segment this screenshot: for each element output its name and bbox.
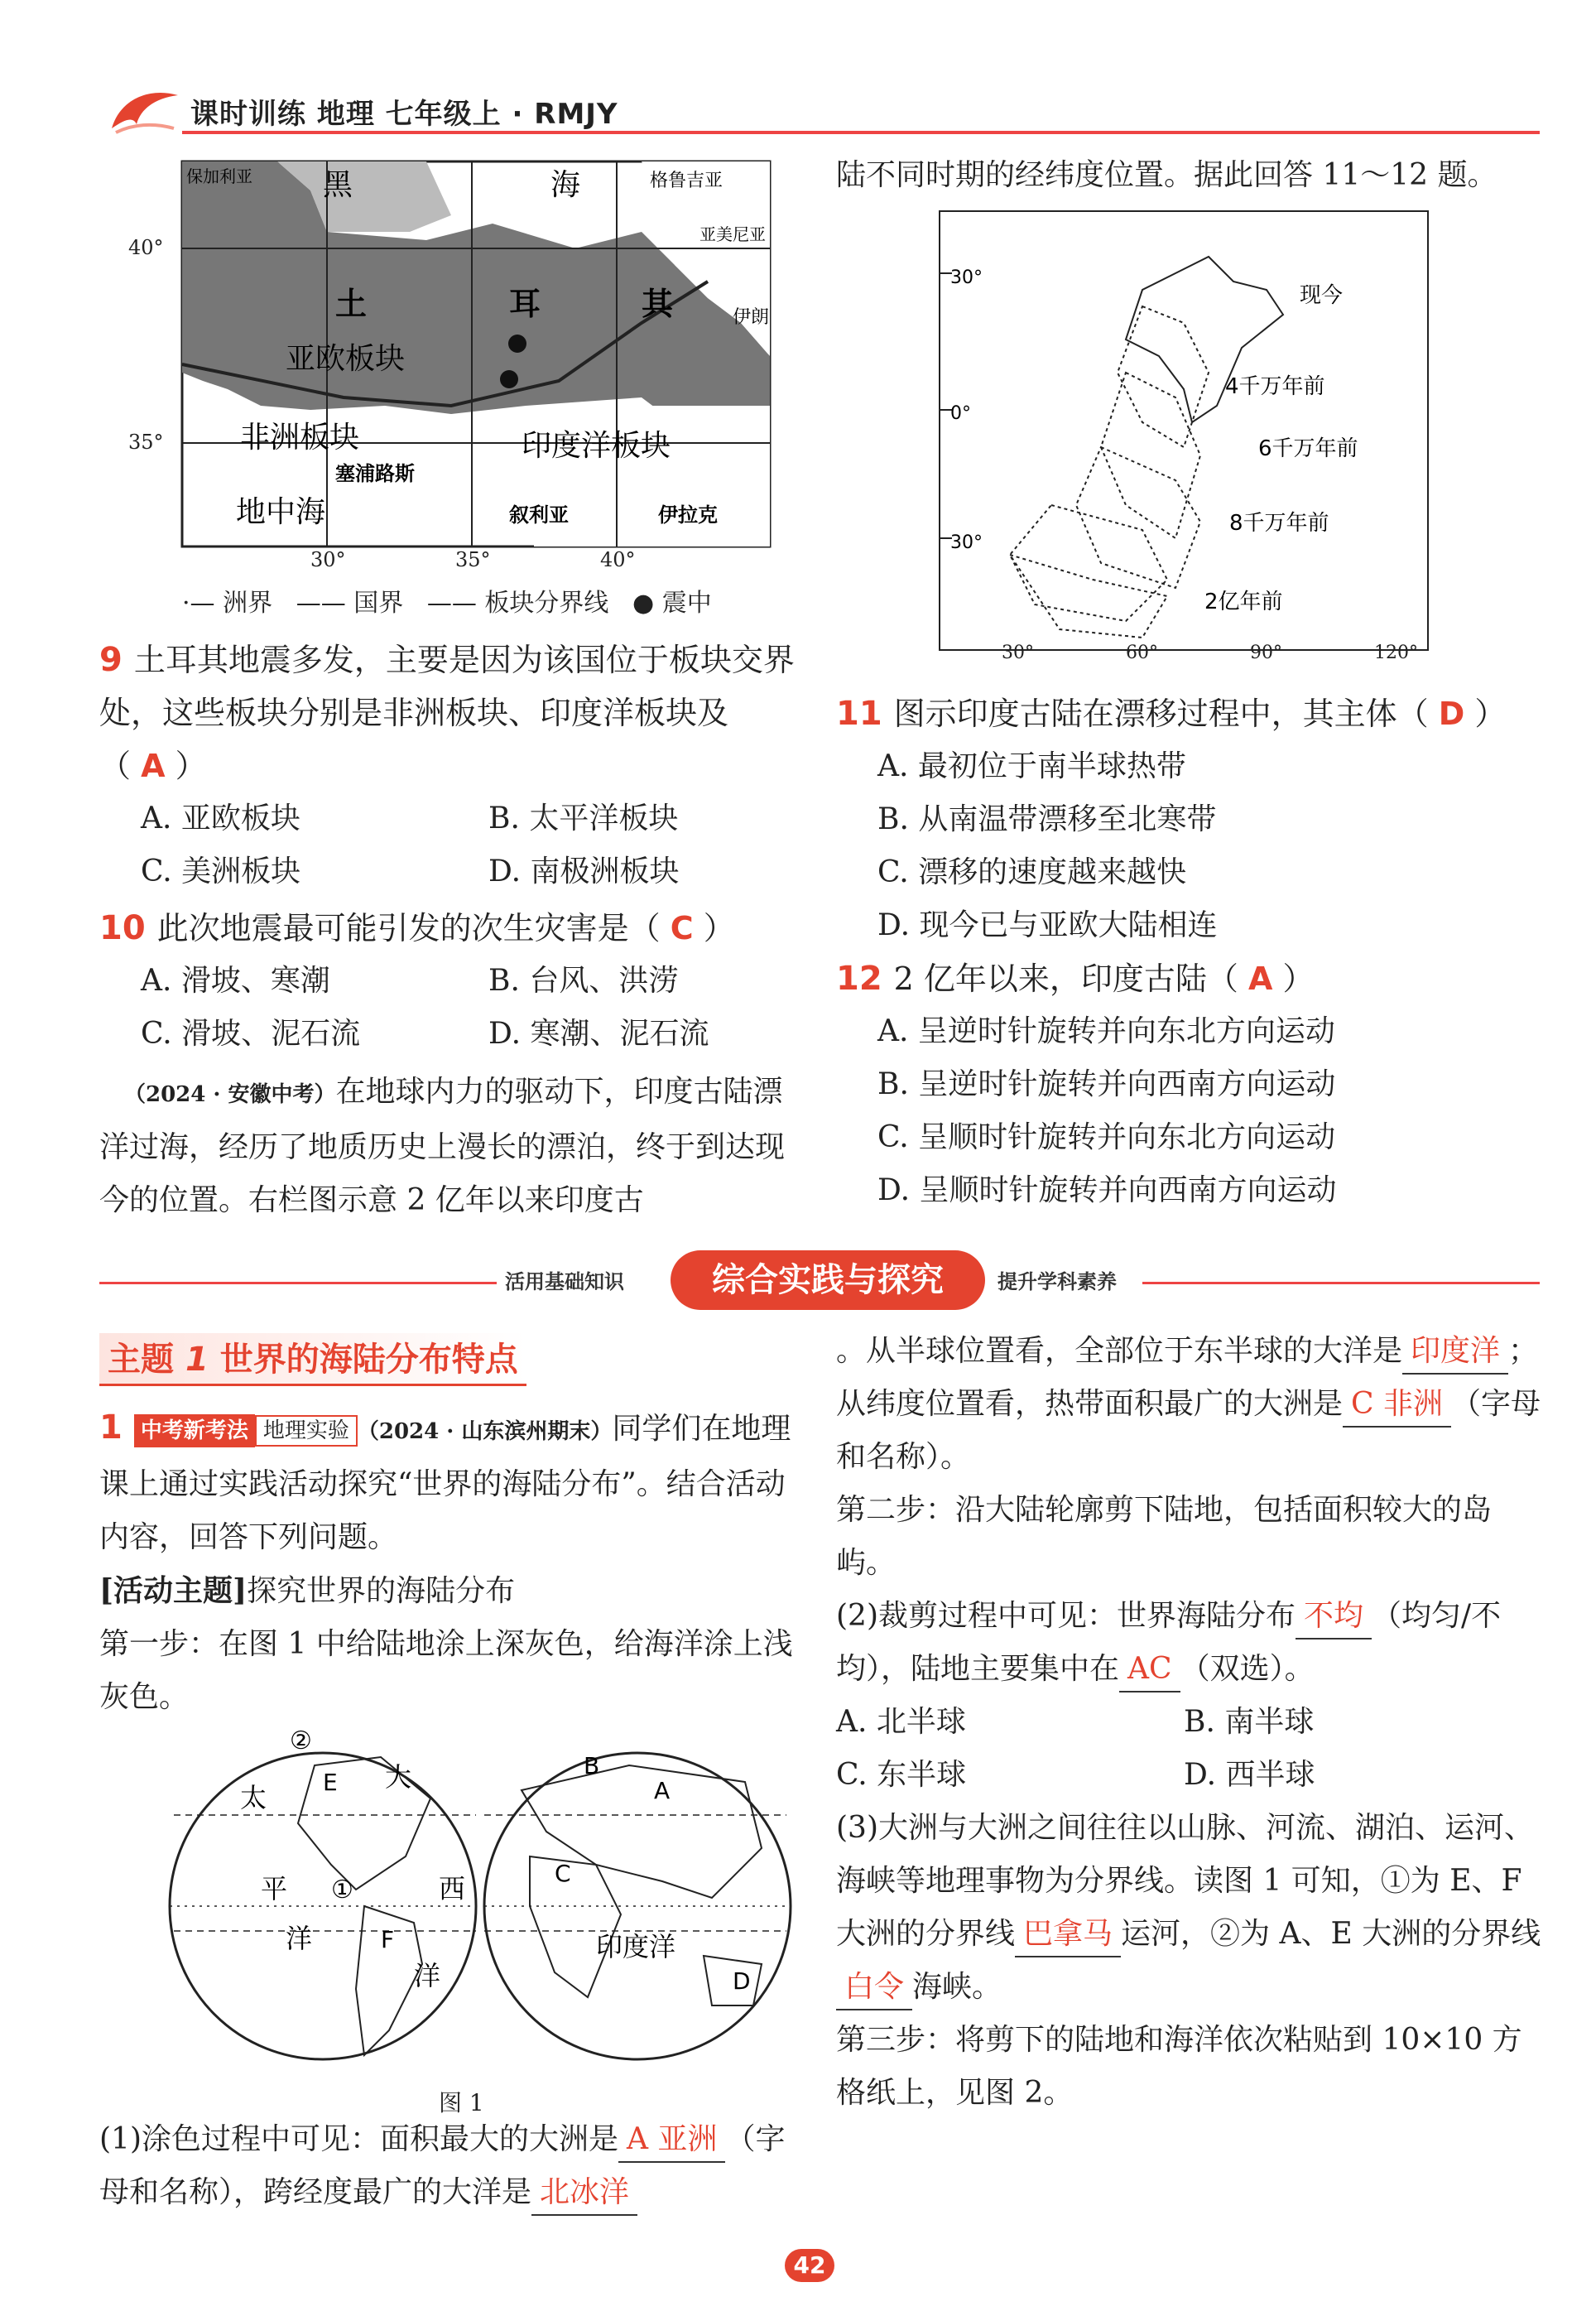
p1-sub2-options [836, 1696, 1548, 1802]
globe-yang2: 洋 [414, 1960, 441, 1991]
epicenter-dot [500, 370, 518, 388]
p1-sub1 [99, 2113, 811, 2219]
label-cyprus: 塞浦路斯 [335, 462, 415, 485]
label-armenia: 亚美尼亚 [699, 224, 766, 244]
p1-stem: 同学们在地理课上通过实践活动探究“世界的海陆分布”。结合活动内容，回答下列问题。 [99, 1412, 791, 1554]
header [108, 83, 1540, 132]
right-top [836, 149, 1548, 202]
p1-sub3-answer-1[interactable]: 巴拿马 [1015, 1913, 1121, 1957]
q10-option-d[interactable]: D. 寒潮、泥石流 [488, 1017, 709, 1051]
topic-label: 主题 [108, 1341, 174, 1379]
q9-option-d[interactable]: D. 南极洲板块 [488, 855, 680, 888]
q9-close: ） [175, 748, 207, 784]
q11-close: ） [1474, 696, 1507, 732]
map2-t60: 6千万年前 [1258, 436, 1358, 461]
q10-option-b[interactable]: B. 台风、洪涝 [488, 964, 679, 998]
q10-number: 10 [99, 909, 146, 947]
topic-heading [99, 1333, 526, 1386]
lon40-label: 40° [600, 548, 636, 571]
banner-title: 综合实践与探究 [671, 1250, 985, 1310]
p1-sub2 [836, 1590, 1548, 1696]
header-title: 课时训练 地理 七年级上 · RMJY [190, 98, 618, 131]
page-number: 42 [785, 2249, 834, 2282]
p1-sub2-option-d[interactable]: D. 西半球 [1184, 1758, 1315, 1792]
legend-continent: 洲界 [223, 589, 273, 618]
q12-option-a[interactable]: A. 呈逆时针旋转并向东北方向运动 [877, 1014, 1335, 1048]
p1-sub2-option-b[interactable]: B. 南半球 [1184, 1705, 1315, 1739]
banner-left-text: 活用基础知识 [505, 1270, 624, 1293]
p1-activity-label: 活动主题 [113, 1573, 233, 1608]
p1-sub3-text-a: (3)大洲与大洲之间往往以山脉、河流、湖泊、运河、海峡等地理事物为分界线。读图 1 可知，①为 E、F 大洲的分界线 [836, 1811, 1534, 1951]
q11-option-b[interactable]: B. 从南温带漂移至北寒带 [877, 802, 1217, 836]
q9-option-b[interactable]: B. 太平洋板块 [488, 802, 679, 835]
label-turkey-3: 其 [642, 286, 674, 322]
world-hemispheres-figure [166, 1724, 795, 2116]
globe-B: B [584, 1752, 600, 1779]
q10-option-a[interactable]: A. 滑坡、寒潮 [141, 964, 330, 998]
banner-line-left [99, 1282, 497, 1284]
globe-da: 大 [385, 1761, 412, 1793]
p1-step1: 第一步：在图 1 中给陆地涂上深灰色，给海洋涂上浅灰色。 [99, 1627, 793, 1714]
right-questions [836, 687, 1548, 1217]
topic-title: 世界的海陆分布特点 [219, 1341, 518, 1379]
bottom-left [99, 1333, 811, 2219]
q9-options [99, 792, 811, 898]
globe-tai: 太 [240, 1782, 267, 1813]
map2-lon60: 60° [1126, 643, 1158, 663]
p1-sub2-text-c: （双选）。 [1180, 1652, 1315, 1686]
p1-number: 1 [99, 1408, 123, 1447]
globe-circle-2: ② [290, 1726, 312, 1755]
header-rule [182, 131, 1540, 134]
label-turkey-2: 耳 [509, 286, 541, 322]
legend-plate-line-icon: —— [426, 589, 477, 618]
q10-stem: 此次地震最可能引发的次生灾害是（ [156, 910, 661, 946]
dolphin-logo-icon [108, 83, 182, 141]
q11-options [836, 740, 1548, 952]
p1-sub3-answer-2[interactable]: 白令 [836, 1966, 912, 2010]
q11-answer: D [1438, 696, 1465, 732]
map2-lat0: 0° [950, 403, 971, 424]
map2-now: 现今 [1300, 283, 1344, 308]
p1-step3: 第三步：将剪下的陆地和海洋依次粘贴到 10×10 方格纸上，见图 2。 [836, 2023, 1522, 2110]
p1-sub2-answer-1[interactable]: 不均 [1296, 1595, 1372, 1639]
globe-A: A [654, 1777, 671, 1804]
banner-line-right [1142, 1282, 1540, 1284]
map1-legend [182, 582, 762, 619]
p1-sub1-answer-4[interactable]: C 非洲 [1343, 1383, 1451, 1428]
p1-sub3 [836, 1802, 1548, 2014]
label-mediterranean: 地中海 [236, 495, 326, 529]
globe-indian-ocean: 印度洋 [596, 1931, 676, 1962]
turkey-map [128, 157, 774, 571]
p1-sub1-text-e: （字母和名称）。 [836, 1387, 1541, 1474]
q12-option-b[interactable]: B. 呈逆时针旋转并向西南方向运动 [877, 1067, 1336, 1101]
label-eurasian-plate: 亚欧板块 [286, 342, 406, 376]
map2-lat30n: 30° [950, 267, 983, 288]
label-iran: 伊朗 [733, 307, 770, 328]
section-banner [99, 1250, 1540, 1317]
q11 [836, 687, 1548, 740]
globe-yang1: 洋 [286, 1923, 313, 1954]
globe-D: D [733, 1967, 751, 1995]
globe-ping: 平 [261, 1873, 288, 1904]
q11-number: 11 [836, 695, 882, 733]
q10-options [99, 955, 811, 1061]
legend-plate: 板块分界线 [484, 589, 609, 618]
p1-activity-text: 探究世界的海陆分布 [247, 1574, 516, 1608]
q10-answer: C [670, 910, 694, 946]
p1-sub1-answer-1[interactable]: A 亚洲 [618, 2118, 725, 2163]
q12-close: ） [1282, 961, 1315, 997]
legend-country: 国界 [353, 589, 404, 618]
q12-number: 12 [836, 960, 882, 998]
q10-option-c[interactable]: C. 滑坡、泥石流 [141, 1017, 361, 1051]
map2-t200: 2亿年前 [1204, 590, 1283, 614]
label-bulgaria: 保加利亚 [186, 166, 252, 186]
intro-continued: 陆不同时期的经纬度位置。据此回答 11～12 题。 [836, 158, 1497, 192]
globe-C: C [555, 1860, 571, 1887]
legend-epicenter-icon: ● [632, 589, 655, 618]
intro-source: （2024 · 安徽中考） [124, 1082, 336, 1107]
left-questions [99, 633, 811, 1227]
epicenter-dot [508, 335, 526, 353]
q11-option-d[interactable]: D. 现今已与亚欧大陆相连 [877, 908, 1218, 942]
map2-t40: 4千万年前 [1225, 374, 1325, 399]
bottom-right [836, 1325, 1548, 2120]
india-drift-map [935, 207, 1432, 679]
p1-tag-experiment: 地理实验 [255, 1415, 358, 1447]
legend-continent-line-icon: ·— [182, 589, 215, 618]
banner-right-text: 提升学科素养 [997, 1270, 1117, 1293]
lon35-label: 35° [455, 548, 491, 571]
map2-lat30s: 30° [950, 532, 983, 553]
q10-close: ） [703, 910, 735, 946]
p1-step2: 第二步：沿大陆轮廓剪下陆地，包括面积较大的岛屿。 [836, 1493, 1493, 1580]
intro-text: 在地球内力的驱动下，印度古陆漂洋过海，经历了地质历史上漫长的漂泊，终于到达现今的位置。右栏图示意 2 亿年以来印度古 [99, 1075, 786, 1217]
q9-option-c[interactable]: C. 美洲板块 [141, 855, 301, 888]
p1-sub1-text-c: 。从半球位置看，全部位于东半球的大洋是 [836, 1334, 1403, 1368]
label-iraq: 伊拉克 [658, 503, 718, 527]
label-african-plate: 非洲板块 [240, 421, 360, 455]
label-turkey-1: 土 [335, 286, 368, 322]
p1-sub3-text-c: 海峡。 [912, 1970, 1002, 2004]
q9-option-a[interactable]: A. 亚欧板块 [141, 802, 300, 835]
q11-stem: 图示印度古陆在漂移过程中，其主体（ [893, 696, 1429, 732]
p1-sub1-text-a: (1)涂色过程中可见：面积最大的大洲是 [99, 2122, 618, 2156]
globe-F: F [381, 1926, 395, 1953]
p1-sub1-answer-3[interactable]: 印度洋 [1402, 1330, 1508, 1375]
p1-sub2-text-b: （均匀/不均），陆地主要集中在 [836, 1599, 1502, 1686]
p1-sub1-text-b: （字母和名称），跨经度最广的大洋是 [99, 2122, 786, 2209]
globe-xi: 西 [439, 1873, 466, 1904]
q9-number: 9 [99, 641, 123, 679]
label-indian-plate: 印度洋板块 [522, 429, 671, 463]
p1-sub2-text-a: (2)裁剪过程中可见：世界海陆分布 [836, 1599, 1296, 1633]
legend-country-line-icon: —— [296, 589, 346, 618]
p1-sub1-answer-2[interactable]: 北冰洋 [531, 2171, 637, 2216]
q11-option-c[interactable]: C. 漂移的速度越来越快 [877, 855, 1187, 889]
q12-options [836, 1005, 1548, 1217]
globe-E: E [323, 1769, 338, 1796]
lat35-label: 35° [128, 431, 164, 454]
legend-epicenter: 震中 [661, 589, 712, 618]
p1-tag-new-method: 中考新考法 [134, 1414, 255, 1447]
p1-activity: [活动主题]探究世界的海陆分布 [99, 1573, 516, 1608]
q10 [99, 902, 811, 955]
figure-caption: 图 1 [439, 2089, 484, 2116]
p1-source: （2024 · 山东滨州期末） [357, 1419, 613, 1444]
topic-number: 1 [185, 1341, 209, 1379]
map2-lon120: 120° [1374, 643, 1418, 663]
map2-t80: 8千万年前 [1229, 511, 1329, 536]
map2-lon30: 30° [1002, 643, 1034, 663]
intro-paragraph [99, 1066, 811, 1227]
map2-lon90: 90° [1250, 643, 1282, 663]
q9-stem: 土耳其地震多发，主要是因为该国位于板块交界处，这些板块分别是非洲板块、印度洋板块及（ [99, 642, 795, 784]
q12-option-c[interactable]: C. 呈顺时针旋转并向东北方向运动 [877, 1120, 1336, 1154]
p1-intro [99, 1401, 811, 1564]
lat40-label: 40° [128, 236, 164, 259]
q12-option-d[interactable]: D. 呈顺时针旋转并向西南方向运动 [877, 1173, 1337, 1207]
p1-sub2-option-a[interactable]: A. 北半球 [836, 1705, 966, 1739]
q9 [99, 633, 811, 792]
p1-sub2-answer-2[interactable]: AC [1119, 1648, 1180, 1692]
lon30-label: 30° [310, 548, 346, 571]
label-georgia: 格鲁吉亚 [650, 171, 723, 191]
q12-answer: A [1248, 961, 1273, 997]
label-black-sea-1: 黑 [323, 168, 353, 202]
q9-answer: A [141, 748, 166, 784]
label-syria: 叙利亚 [509, 503, 569, 527]
p1-sub2-option-c[interactable]: C. 东半球 [836, 1758, 967, 1792]
globe-circle-1: ① [331, 1875, 353, 1904]
q11-option-a[interactable]: A. 最初位于南半球热带 [877, 749, 1186, 783]
p1-sub3-text-b: 运河，②为 A、E 大洲的分界线 [1121, 1917, 1541, 1951]
q12-stem: 2 亿年以来，印度古陆（ [893, 961, 1238, 997]
label-black-sea-2: 海 [550, 168, 581, 202]
p1-sub1-text-d: ；从纬度位置看，热带面积最广的大洲是 [836, 1334, 1539, 1421]
p1-sub1-cont [836, 1325, 1548, 1484]
q12 [836, 952, 1548, 1005]
